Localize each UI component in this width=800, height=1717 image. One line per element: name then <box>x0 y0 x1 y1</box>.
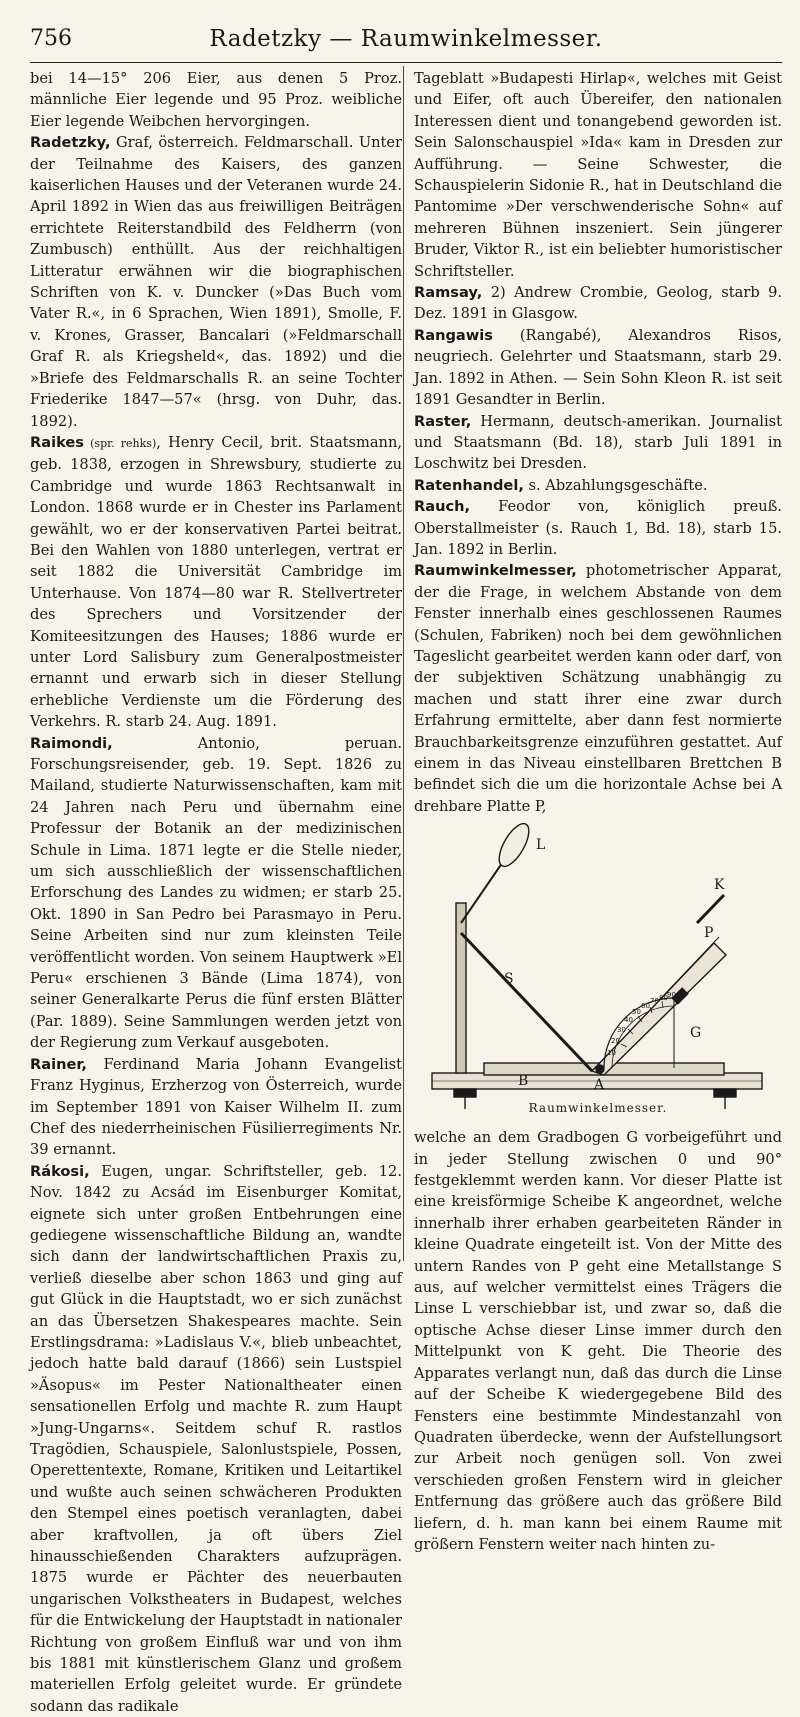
entry-text: Hermann, deutsch-amerikan. Journalist und Staatsmann (Bd. 18), starb Juli 1891 in Loschwitz bei Dresden. <box>414 412 782 473</box>
entry-ratenhandel <box>414 475 782 496</box>
pivot-a <box>596 1065 604 1073</box>
entry-raumwinkelmesser <box>414 560 782 817</box>
entry-text: , Henry Cecil, brit. Staatsmann, geb. 1838, erzogen in Shrewsbury, studierte zu Cambridge und wurde 1863 Rechtsanwalt in London. 1868 wurde er in Chester ins Parlament gewählt, wo er der konservativen Partei beitrat. Bei den Wahlen von 1880 unterlegen, vertrat er seit 1882 die Universität Cambridge im Unterhause. Von 1874—80 war R. Stellvertreter des Sprechers und Vorsitzender der Komiteesitzungen des Hauses; 1886 wurde er unter Lord Salisbury zum Generalpostmeister ernannt und erwarb sich in dieser Stellung erhebliche Verdienste um die Förderung des Verkehrs. R. starb 24. Aug. 1891. <box>30 433 402 731</box>
headword: Raster, <box>414 412 472 430</box>
headword: Radetzky, <box>30 134 111 152</box>
headword: Ramsay, <box>414 284 483 302</box>
entry-text: Ferdinand Maria Johann Evangelist Franz Hyginus, Erzherzog von Österreich, wurde im September 1891 von Kaiser Wilhelm II. zum Chef des niederrheinischen Füsilierregiments Nr. 39 ernannt. <box>30 1055 402 1159</box>
entry-text: Antonio, peruan. Forschungsreisender, geb. 19. Sept. 1826 zu Mailand, studierte Naturwissenschaften, kam mit 24 Jahren nach Peru und übernahm eine Professur der Botanik an der medizinischen Schule in Lima. 1871 legte er die Stelle nieder, um sich ausschließlich der wissenschaftlichen Erforschung des Landes zu widmen; er starb 25. Okt. 1890 in San Pedro bei Parasmayo in Peru. Seine Arbeiten sind nur zum kleinsten Teile veröffentlicht worden. Von seinem Hauptwerk »El Peru« erschienen 3 Bände (Lima 1874), von seiner Generalkarte Perus die fünf ersten Blätter (Par. 1889). Seine Sammlungen werden jetzt von der Regierung zum Verkauf ausgeboten. <box>30 734 402 1052</box>
entry-ramsay <box>414 282 782 325</box>
scale-label: 20 <box>611 1037 620 1046</box>
left-intro: bei 14—15° 206 Eier, aus denen 5 Proz. männliche Eier legende und 95 Proz. weibliche Eier legende Weibchen hervorgingen. <box>30 70 402 130</box>
entry-rakosi <box>30 1161 402 1717</box>
headword: Ratenhandel, <box>414 476 524 494</box>
entry-rauch <box>414 496 782 560</box>
entry-raimondi <box>30 733 402 1054</box>
headword: Rauch, <box>414 498 471 516</box>
entry-raikes <box>30 432 402 733</box>
label-l: L <box>536 837 546 854</box>
page-header <box>30 22 782 63</box>
right-intro: Tageblatt »Budapesti Hirlap«, welches mit Geist und Eifer, oft auch Übereifer, den nationalen Interessen dient und tonangebend geworden ist. Sein Salonschauspiel »Ida« kam in Dresden zur Aufführung. — Seine Schwester, die Schauspielerin Sidonie R., hat in Deutschland die Pantomime »Der verschwenderische Sohn« auf mehreren Bühnen inszeniert. Sein jüngerer Bruder, Viktor R., ist ein beliebter humoristischer Schriftsteller. <box>414 70 782 280</box>
metal-rod-s <box>461 933 592 1071</box>
entry-rainer <box>30 1054 402 1161</box>
left-column <box>30 68 402 1717</box>
raumwinkelmesser-continued: welche an dem Gradbogen G vorbeigeführt und in jeder Stellung zwischen 0 und 90° festgeklemmt werden kann. Vor dieser Platte ist eine kreisförmige Scheibe K angeordnet, welche innerhalb ihrer erhaben gearbeiteten Ränder in kleine Quadrate eingeteilt ist. Von der Mitte des untern Randes von P geht eine Metallstange S aus, auf welcher vermittelst eines Trägers die Linse L verschiebbar ist, und zwar so, daß die optische Achse dieser Linse immer durch den Mittelpunkt von K geht. Die Theorie des Apparates verlangt nun, daß das durch die Linse auf der Scheibe K wiedergegebene Bild des Fensters eine bestimmte Mindestanzahl von Quadraten überdecke, wenn der Aufstellungsort zur Arbeit noch genügen soll. Von zwei verschieden großen Fenstern wird in gleicher Entfernung das größere auch das größere Bild liefern, d. h. man kann bei einem Raume mit größern Fenstern weiter nach hinten zu- <box>414 1129 782 1553</box>
scale-label: 70 <box>650 997 659 1006</box>
entry-text: Graf, österreich. Feldmarschall. Unter der Teilnahme des Kaisers, des ganzen kaiserlichen Hauses und der Veteranen wurde 24. April 1892 in Wien das aus freiwilligen Beiträgen errichtete Reiterstandbild des Feldherrn (von Zumbusch) enthüllt. Aus der reichhaltigen Litteratur erwähnen wir die biographischen Schriften von K. v. Duncker (»Das Buch vom Vater R.«, in 6 Sprachen, Wien 1891), Smolle, F. v. Krones, Grasser, Bancalari (»Feldmarschall Graf R. als Kriegsheld«, das. 1892) und die »Briefe des Feldmarschalls R. an seine Tochter Friederike 1847—57« (hrsg. von Duhr, das. 1892). <box>30 134 402 430</box>
column-divider <box>403 66 404 1261</box>
entry-text: Feodor von, königlich preuß. Oberstallmeister (s. Rauch 1, Bd. 18), starb 15. Jan. 1892 in Berlin. <box>414 498 782 558</box>
headword: Raikes <box>30 433 84 451</box>
scale-label: 10 <box>607 1049 616 1058</box>
headword: Rainer, <box>30 1055 87 1073</box>
entry-raster <box>414 411 782 475</box>
headword: Raimondi, <box>30 734 113 752</box>
label-k: K <box>714 877 725 894</box>
entry-rangawis <box>414 325 782 411</box>
label-a: A <box>594 1077 605 1094</box>
page-number: 756 <box>30 26 72 51</box>
headword: Rákosi, <box>30 1162 90 1180</box>
label-b: B <box>518 1073 529 1090</box>
raumwinkelmesser-figure <box>414 823 782 1123</box>
entry-text: photometrischer Apparat, der die Frage, in welchem Abstande von dem Fenster innerhalb eines geschlossenen Raumes (Schulen, Fabriken) noch bei dem gewöhnlichen Tageslicht gearbeitet werden kann oder darf, von der subjektiven Schätzung unabhängig zu machen und statt ihrer eine zwar durch Erfahrung ermittelte, aber dann fest normierte Brauchbarkeitsgrenze einzuführen gestattet. Auf einem in das Niveau einstellbaren Brettchen B befindet sich die um die horizontale Achse bei A drehbare Platte P, <box>414 562 782 815</box>
label-g: G <box>690 1025 702 1042</box>
right-column <box>414 68 782 1555</box>
running-title: Radetzky — Raumwinkelmesser. <box>209 26 603 52</box>
headword: Raumwinkelmesser, <box>414 562 577 580</box>
headword: Rangawis <box>414 326 493 344</box>
entry-text: s. Abzahlungsgeschäfte. <box>523 476 708 494</box>
scale-label: 90 <box>667 991 676 1000</box>
scale-label: 40 <box>624 1016 633 1025</box>
scale-label: 60 <box>641 1002 650 1011</box>
scale-label: 50 <box>632 1008 641 1017</box>
scale-label: 30 <box>617 1026 626 1035</box>
entry-radetzky <box>30 132 402 432</box>
label-p: P <box>704 925 714 942</box>
foot-screw <box>714 1089 736 1097</box>
entry-text: (Rangabé), Alexandros Risos, neugriech. Gelehrter und Staatsmann, starb 29. Jan. 1892 in Athen. — Sein Sohn Kleon R. ist seit 1891 Gesandter in Berlin. <box>414 326 782 409</box>
entry-text: Eugen, ungar. Schriftsteller, geb. 12. Nov. 1842 zu Acsád im Eisenburger Komitat, eignete sich unter großen Entbehrungen eine gediegene wissenschaftliche Bildung an, wandte sich dann der landwirtschaftlichen Praxis zu, verließ dieselbe aber schon 1863 und ging auf gut Glück in die Hauptstadt, wo er sich zunächst an das Übersetzen Shakespeares machte. Sein Erstlingsdrama: »Ladislaus V.«, blieb unbeachtet, jedoch hatte bald darauf (1866) sein Lustspiel »Äsopus« im Pester Nationaltheater einen sensationellen Erfolg und machte R. zum Haupt »Jung-Ungarns«. Seitdem schuf R. rastlos Tragödien, Schauspiele, Salonlustspiele, Possen, Operettentexte, Romane, Kritiken und Leitartikel und wußte auch seinen schwächeren Produkten den Stempel eines poetisch veranlagten, dabei aber kraftvollen, ja oft übers Ziel hinausschießenden Charakters aufzuprägen. 1875 wurde er Pächter des neuerbauten ungarischen Volkstheaters in Budapest, welches für die Entwickelung der Hauptstadt in nationaler Richtung von großem Einfluß war und von ihm bis 1881 mit künstlerischem Glanz und großem materiellen Erfolg geleitet wurde. Er gründete sodann das radikale <box>30 1162 402 1715</box>
label-s: S <box>504 971 514 988</box>
vertical-post <box>456 903 466 1073</box>
apparatus-illustration <box>414 823 782 1123</box>
pronunciation-note: (spr. rehks) <box>84 436 157 450</box>
lens-l <box>493 823 534 871</box>
scale-label: 80 <box>659 994 668 1003</box>
foot-screw <box>454 1089 476 1097</box>
figure-caption: Raumwinkelmesser. <box>528 1100 668 1115</box>
disk-k <box>697 895 724 923</box>
entry-text: 2) Andrew Crombie, Geolog, starb 9. Dez. 1891 in Glasgow. <box>414 284 782 323</box>
